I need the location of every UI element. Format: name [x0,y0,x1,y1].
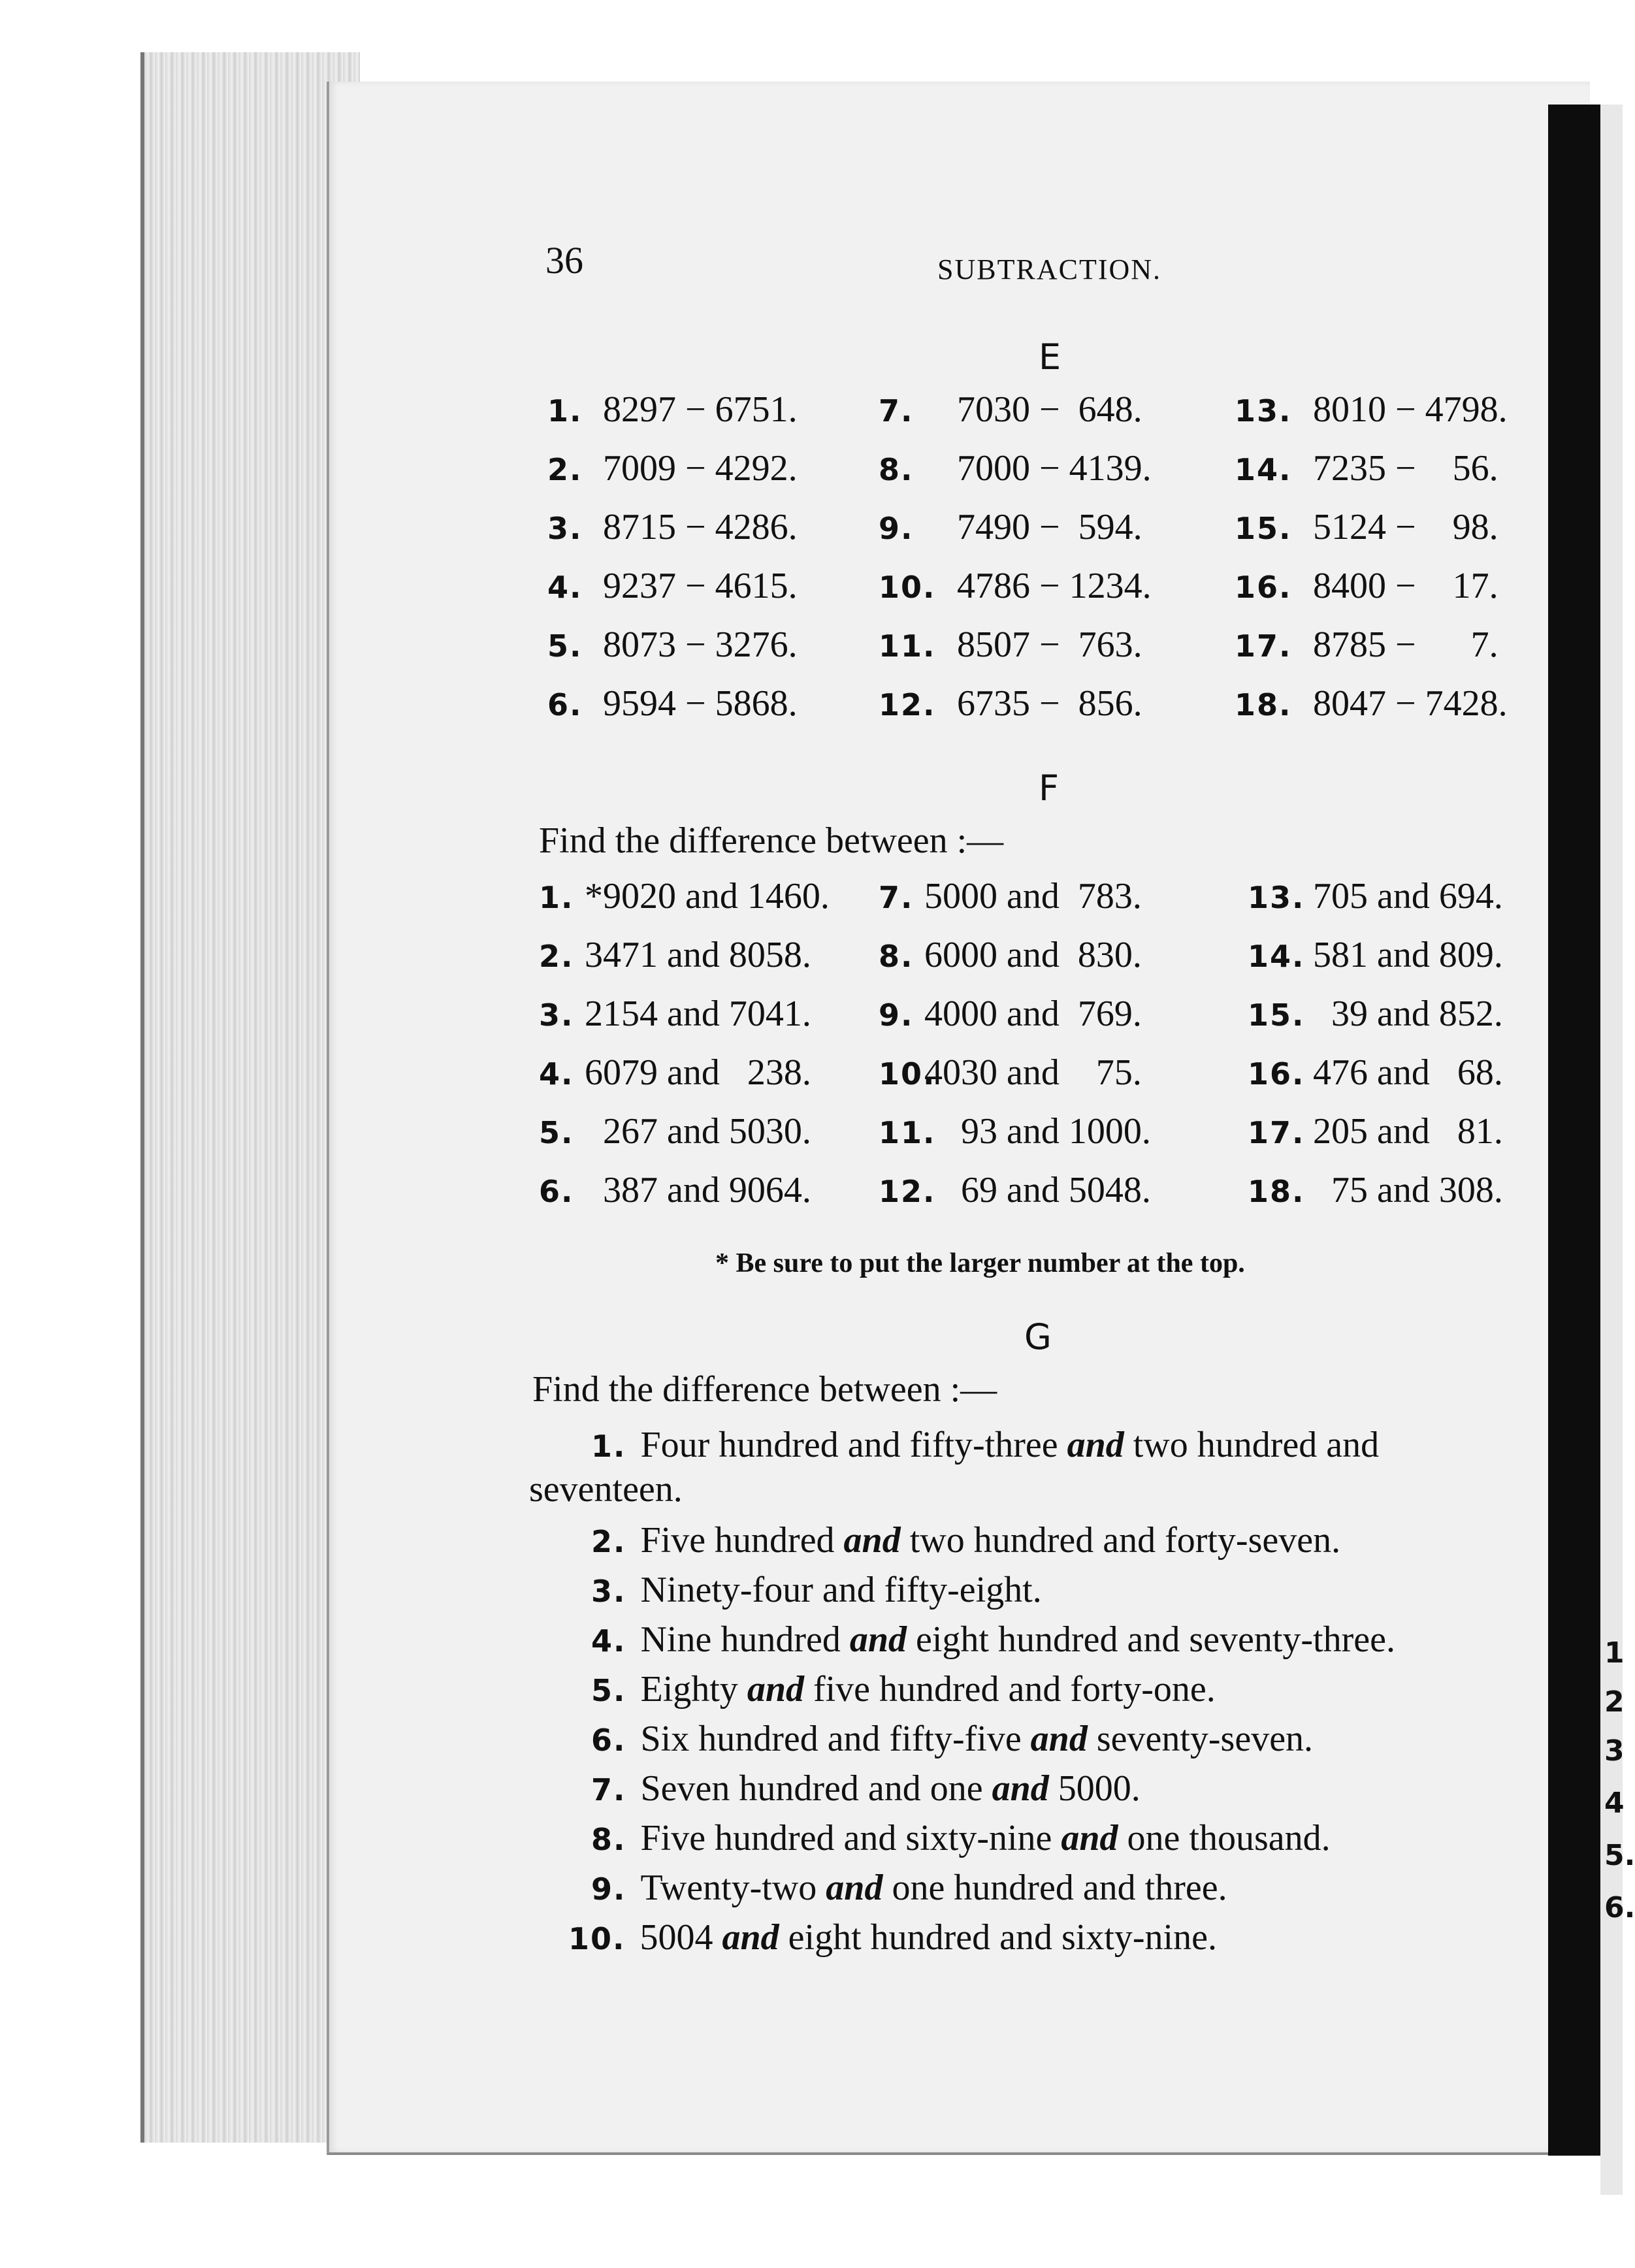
facing-page-number: 1 [1604,1636,1625,1670]
exercise-number: 4. [547,570,583,605]
item-number: 4. [591,1623,626,1659]
exercise-item [539,875,830,917]
exercise-item [1248,934,1503,976]
facing-page-number: 4 [1604,1787,1625,1820]
exercise-number: 5. [539,1115,574,1150]
word-problem-item [591,1619,1395,1660]
gutter-shadow [1548,105,1600,2156]
section-f-instruction: Find the difference between :— [539,820,1004,861]
exercise-number: 16. [1248,1056,1305,1092]
exercise-item [547,683,798,724]
exercise-number: 12. [879,1174,936,1209]
item-number: 3. [591,1574,626,1609]
exercise-expression: 8010 − 4798. [1313,389,1508,430]
exercise-number: 15. [1248,997,1305,1033]
exercise-number: 1. [547,393,583,429]
exercise-expression: 69 and 5048. [924,1170,1151,1210]
item-continuation: seventeen. [529,1469,683,1510]
exercise-expression: 8297 − 6751. [603,389,798,430]
exercise-item [1235,447,1498,489]
exercise-expression: 8507 − 763. [957,624,1142,665]
exercise-item [1248,1052,1503,1094]
exercise-number: 10. [879,570,936,605]
word-problem-item [591,1817,1331,1859]
item-text: Six hundred and fifty-five [640,1719,1031,1759]
exercise-number: 8. [879,452,914,487]
section-g-instruction: Find the difference between :— [532,1369,997,1410]
exercise-item [1248,875,1503,917]
exercise-expression: *9020 and 1460. [585,876,830,916]
facing-page-number: 3 [1604,1734,1625,1768]
exercise-expression: 5000 and 783. [924,876,1142,916]
exercise-item [547,624,798,666]
exercise-item [879,683,1142,724]
exercise-number: 18. [1248,1174,1305,1209]
item-text: one hundred and three. [882,1868,1227,1908]
item-text: Nine hundred [640,1619,850,1660]
item-number: 10. [568,1921,626,1956]
item-text: 5004 [639,1917,722,1958]
exercise-expression: 2154 and 7041. [585,994,811,1034]
exercise-expression: 6079 and 238. [585,1052,811,1093]
exercise-expression: 93 and 1000. [924,1111,1151,1152]
exercise-item [879,1052,1142,1094]
exercise-item [547,506,798,548]
exercise-expression: 9594 − 5868. [603,683,798,724]
exercise-item [547,447,798,489]
exercise-expression: 476 and 68. [1313,1052,1503,1093]
item-text: seventy-seven. [1087,1719,1314,1759]
exercise-item [879,624,1142,666]
exercise-number: 11. [879,628,936,664]
exercise-expression: 205 and 81. [1313,1111,1503,1152]
item-and-italic: and [992,1768,1049,1809]
exercise-number: 3. [547,511,583,546]
item-number: 2. [591,1524,626,1559]
exercise-item [1235,389,1508,430]
facing-page-number: 2 [1604,1685,1625,1719]
exercise-item [879,447,1152,489]
exercise-number: 11. [879,1115,936,1150]
item-number: 7. [591,1772,626,1807]
item-text: five hundred and forty-one. [803,1669,1216,1709]
item-and-italic: and [826,1868,883,1908]
exercise-expression: 8715 − 4286. [603,507,798,547]
exercise-number: 17. [1235,628,1292,664]
exercise-item [879,1110,1151,1152]
exercise-number: 9. [879,511,914,546]
word-problem-item [591,1424,1379,1466]
exercise-number: 13. [1248,880,1305,915]
exercise-item [539,1052,811,1094]
exercise-number: 1. [539,880,574,915]
exercise-number: 3. [539,997,574,1033]
item-text: two hundred and [1124,1425,1380,1465]
exercise-expression: 4030 and 75. [924,1052,1142,1093]
item-text: Four hundred and fifty-three [640,1425,1067,1465]
exercise-number: 14. [1248,939,1305,974]
exercise-expression: 6735 − 856. [957,683,1142,724]
exercise-item [1235,683,1508,724]
exercise-number: 15. [1235,511,1292,546]
exercise-item [879,993,1142,1035]
exercise-number: 17. [1248,1115,1305,1150]
item-number: 1. [591,1429,626,1464]
exercise-expression: 267 and 5030. [585,1111,811,1152]
item-text: 5000. [1048,1768,1141,1809]
exercise-number: 2. [539,939,574,974]
facing-page-number: 6. [1604,1891,1635,1924]
exercise-expression: 7235 − 56. [1313,448,1498,489]
item-number: 5. [591,1673,626,1708]
word-problem-item [591,1519,1340,1561]
word-problem-item [591,1768,1141,1809]
exercise-expression: 3471 and 8058. [585,935,811,975]
exercise-item [539,1110,811,1152]
exercise-expression: 581 and 809. [1313,935,1503,975]
word-problem-item [591,1718,1313,1760]
item-text: two hundred and forty-seven. [900,1520,1341,1561]
item-text: eight hundred and seventy-three. [907,1619,1395,1660]
exercise-expression: 4786 − 1234. [957,566,1152,606]
exercise-item [539,1169,811,1211]
word-problem-item [591,1867,1227,1909]
footnote: * Be sure to put the larger number at the top. [715,1248,1245,1278]
exercise-item [879,875,1142,917]
exercise-number: 5. [547,628,583,664]
exercise-item [539,934,811,976]
exercise-number: 6. [547,687,583,722]
exercise-expression: 75 and 308. [1313,1170,1503,1210]
exercise-number: 6. [539,1174,574,1209]
item-and-italic: and [843,1520,901,1561]
section-letter-g: G [1024,1316,1052,1357]
item-text: eight hundred and sixty-nine. [779,1917,1217,1958]
exercise-number: 4. [539,1056,574,1092]
page-number: 36 [545,239,583,282]
exercise-number: 7. [879,393,914,429]
exercise-expression: 5124 − 98. [1313,507,1498,547]
exercise-item [1235,624,1498,666]
item-and-italic: and [722,1917,779,1958]
exercise-expression: 7490 − 594. [957,507,1142,547]
exercise-item [879,565,1152,607]
exercise-expression: 9237 − 4615. [603,566,798,606]
exercise-expression: 8073 − 3276. [603,624,798,665]
exercise-item [1248,1169,1503,1211]
exercise-expression: 6000 and 830. [924,935,1142,975]
exercise-item [879,934,1142,976]
word-problem-item [568,1917,1217,1958]
facing-page-number: 5. [1604,1839,1635,1872]
exercise-expression: 39 and 852. [1313,994,1503,1034]
word-problem-item [591,1668,1216,1710]
exercise-item [1235,565,1498,607]
exercise-item [547,389,798,430]
exercise-item [1248,993,1503,1035]
exercise-expression: 4000 and 769. [924,994,1142,1034]
item-text: Five hundred and sixty-nine [640,1818,1061,1858]
section-letter-f: F [1039,768,1060,809]
exercise-number: 8. [879,939,914,974]
exercise-item [1248,1110,1503,1152]
exercise-expression: 7009 − 4292. [603,448,798,489]
exercise-item [879,1169,1151,1211]
item-text: Five hundred [640,1520,844,1561]
item-and-italic: and [1030,1719,1088,1759]
item-and-italic: and [1061,1818,1118,1858]
item-text: one thousand. [1118,1818,1331,1858]
exercise-expression: 8047 − 7428. [1313,683,1508,724]
exercise-expression: 8400 − 17. [1313,566,1498,606]
item-number: 6. [591,1723,626,1758]
running-title: SUBTRACTION. [937,253,1162,285]
item-text: Twenty-two [640,1868,826,1908]
exercise-number: 14. [1235,452,1292,487]
word-problem-item [591,1569,1042,1611]
exercise-number: 9. [879,997,914,1033]
exercise-number: 16. [1235,570,1292,605]
exercise-number: 13. [1235,393,1292,429]
exercise-number: 7. [879,880,914,915]
exercise-item [547,565,798,607]
exercise-number: 2. [547,452,583,487]
exercise-expression: 8785 − 7. [1313,624,1498,665]
item-text: Ninety-four and fifty-eight. [640,1570,1042,1610]
exercise-number: 12. [879,687,936,722]
item-and-italic: and [747,1669,804,1709]
item-and-italic: and [1067,1425,1124,1465]
exercise-item [879,506,1142,548]
exercise-expression: 387 and 9064. [585,1170,811,1210]
item-and-italic: and [849,1619,907,1660]
exercise-number: 10. [879,1056,936,1092]
exercise-number: 18. [1235,687,1292,722]
section-letter-e: E [1039,336,1061,378]
exercise-item [879,389,1142,430]
exercise-expression: 705 and 694. [1313,876,1503,916]
exercise-expression: 7030 − 648. [957,389,1142,430]
exercise-item [539,993,811,1035]
item-number: 9. [591,1871,626,1907]
item-text: Seven hundred and one [640,1768,992,1809]
item-number: 8. [591,1822,626,1857]
item-text: Eighty [640,1669,747,1709]
exercise-item [1235,506,1498,548]
exercise-expression: 7000 − 4139. [957,448,1152,489]
facing-page-edge [1600,105,1623,2195]
